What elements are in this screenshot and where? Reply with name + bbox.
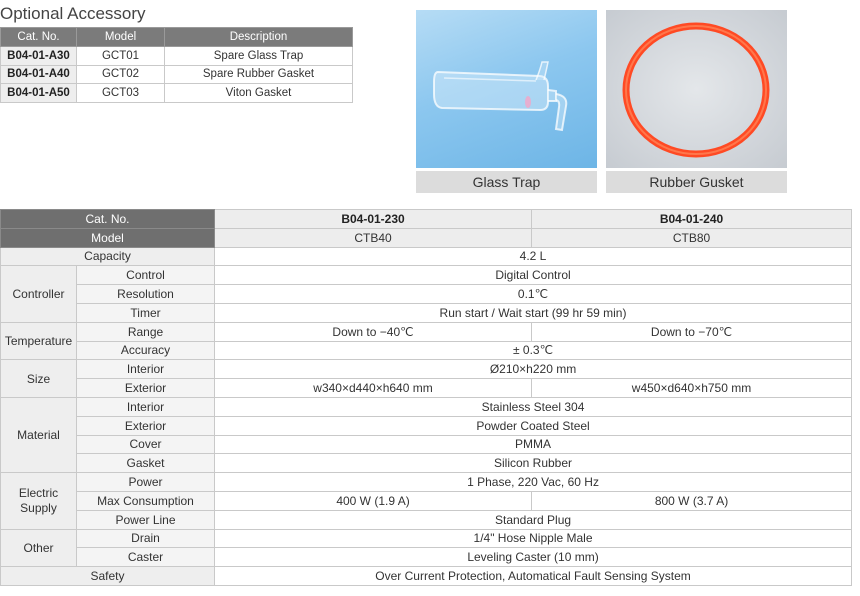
spec-timer-label: Timer <box>77 303 215 322</box>
accessory-table <box>0 27 353 103</box>
spec-cat-no-240: B04-01-240 <box>532 210 852 229</box>
table-row <box>1 228 852 247</box>
spec-power-label: Power <box>77 473 215 492</box>
spec-electric-supply-label <box>1 473 77 529</box>
accessory-header-model: Model <box>77 28 165 47</box>
spec-safety-label: Safety <box>1 567 215 586</box>
spec-material-interior: Stainless Steel 304 <box>215 397 852 416</box>
accessory-model: GCT01 <box>77 47 165 66</box>
table-row <box>1 529 852 548</box>
spec-size-exterior-label: Exterior <box>77 379 215 398</box>
accessory-model: GCT03 <box>77 84 165 103</box>
table-row <box>1 548 852 567</box>
spec-size-interior: Ø210×h220 mm <box>215 360 852 379</box>
spec-control: Digital Control <box>215 266 852 285</box>
spec-resolution: 0.1℃ <box>215 285 852 304</box>
spec-max-consumption-label: Max Consumption <box>77 491 215 510</box>
table-row <box>1 360 852 379</box>
spec-cat-no-label: Cat. No. <box>1 210 215 229</box>
table-row <box>1 247 852 266</box>
table-row <box>1 567 852 586</box>
accessory-description: Spare Rubber Gasket <box>165 65 353 84</box>
spec-size-interior-label: Interior <box>77 360 215 379</box>
table-row <box>1 510 852 529</box>
accessory-cat-no: B04-01-A40 <box>1 65 77 84</box>
table-row <box>1 491 852 510</box>
spec-accuracy: ± 0.3℃ <box>215 341 852 360</box>
accessory-description: Viton Gasket <box>165 84 353 103</box>
spec-model-230: CTB40 <box>215 228 532 247</box>
spec-resolution-label: Resolution <box>77 285 215 304</box>
spec-gasket-label: Gasket <box>77 454 215 473</box>
accessory-cat-no: B04-01-A50 <box>1 84 77 103</box>
spec-cat-no-230: B04-01-230 <box>215 210 532 229</box>
specification-table <box>0 209 852 586</box>
spec-control-label: Control <box>77 266 215 285</box>
table-row <box>1 341 852 360</box>
accessory-header-cat-no: Cat. No. <box>1 28 77 47</box>
spec-gasket: Silicon Rubber <box>215 454 852 473</box>
spec-cover-label: Cover <box>77 435 215 454</box>
table-row <box>1 473 852 492</box>
table-row <box>1 210 852 229</box>
glass-trap-icon <box>416 10 597 168</box>
table-row <box>1 285 852 304</box>
spec-accuracy-label: Accuracy <box>77 341 215 360</box>
table-row <box>1 47 353 66</box>
table-row <box>1 84 353 103</box>
spec-controller-label: Controller <box>1 266 77 322</box>
spec-material-label: Material <box>1 397 77 472</box>
spec-electric-label-line1: Electric <box>18 485 59 500</box>
spec-capacity: 4.2 L <box>215 247 852 266</box>
spec-other-label: Other <box>1 529 77 567</box>
table-row <box>1 303 852 322</box>
accessory-cat-no: B04-01-A30 <box>1 47 77 66</box>
spec-cover: PMMA <box>215 435 852 454</box>
glass-trap-image <box>416 10 597 168</box>
spec-caster-label: Caster <box>77 548 215 567</box>
rubber-gasket-photo <box>606 10 787 193</box>
table-row <box>1 65 353 84</box>
spec-electric-label-line2: Supply <box>20 500 57 515</box>
table-row <box>1 322 852 341</box>
spec-power-line: Standard Plug <box>215 510 852 529</box>
rubber-gasket-icon <box>606 10 787 168</box>
spec-caster: Leveling Caster (10 mm) <box>215 548 852 567</box>
accessory-model: GCT02 <box>77 65 165 84</box>
rubber-gasket-image <box>606 10 787 168</box>
spec-size-exterior-230: w340×d440×h640 mm <box>215 379 532 398</box>
spec-power: 1 Phase, 220 Vac, 60 Hz <box>215 473 852 492</box>
spec-material-exterior: Powder Coated Steel <box>215 416 852 435</box>
spec-material-exterior-label: Exterior <box>77 416 215 435</box>
accessory-header-description: Description <box>165 28 353 47</box>
table-row <box>1 435 852 454</box>
spec-capacity-label: Capacity <box>1 247 215 266</box>
spec-range-label: Range <box>77 322 215 341</box>
table-row <box>1 397 852 416</box>
accessory-header-row <box>1 28 353 47</box>
accessory-description: Spare Glass Trap <box>165 47 353 66</box>
spec-range-230: Down to −40℃ <box>215 322 532 341</box>
spec-drain-label: Drain <box>77 529 215 548</box>
spec-timer: Run start / Wait start (99 hr 59 min) <box>215 303 852 322</box>
spec-max-consumption-230: 400 W (1.9 A) <box>215 491 532 510</box>
table-row <box>1 454 852 473</box>
table-row <box>1 416 852 435</box>
glass-trap-caption: Glass Trap <box>416 171 597 193</box>
table-row <box>1 266 852 285</box>
spec-max-consumption-240: 800 W (3.7 A) <box>532 491 852 510</box>
spec-size-label: Size <box>1 360 77 398</box>
spec-safety: Over Current Protection, Automatical Fault Sensing System <box>215 567 852 586</box>
spec-model-label: Model <box>1 228 215 247</box>
spec-model-240: CTB80 <box>532 228 852 247</box>
table-row <box>1 379 852 398</box>
spec-range-240: Down to −70℃ <box>532 322 852 341</box>
spec-size-exterior-240: w450×d640×h750 mm <box>532 379 852 398</box>
rubber-gasket-caption: Rubber Gusket <box>606 171 787 193</box>
spec-power-line-label: Power Line <box>77 510 215 529</box>
spec-temperature-label: Temperature <box>1 322 77 360</box>
optional-accessory-title: Optional Accessory <box>0 4 146 23</box>
spec-drain: 1/4" Hose Nipple Male <box>215 529 852 548</box>
spec-material-interior-label: Interior <box>77 397 215 416</box>
glass-trap-photo <box>416 10 597 193</box>
